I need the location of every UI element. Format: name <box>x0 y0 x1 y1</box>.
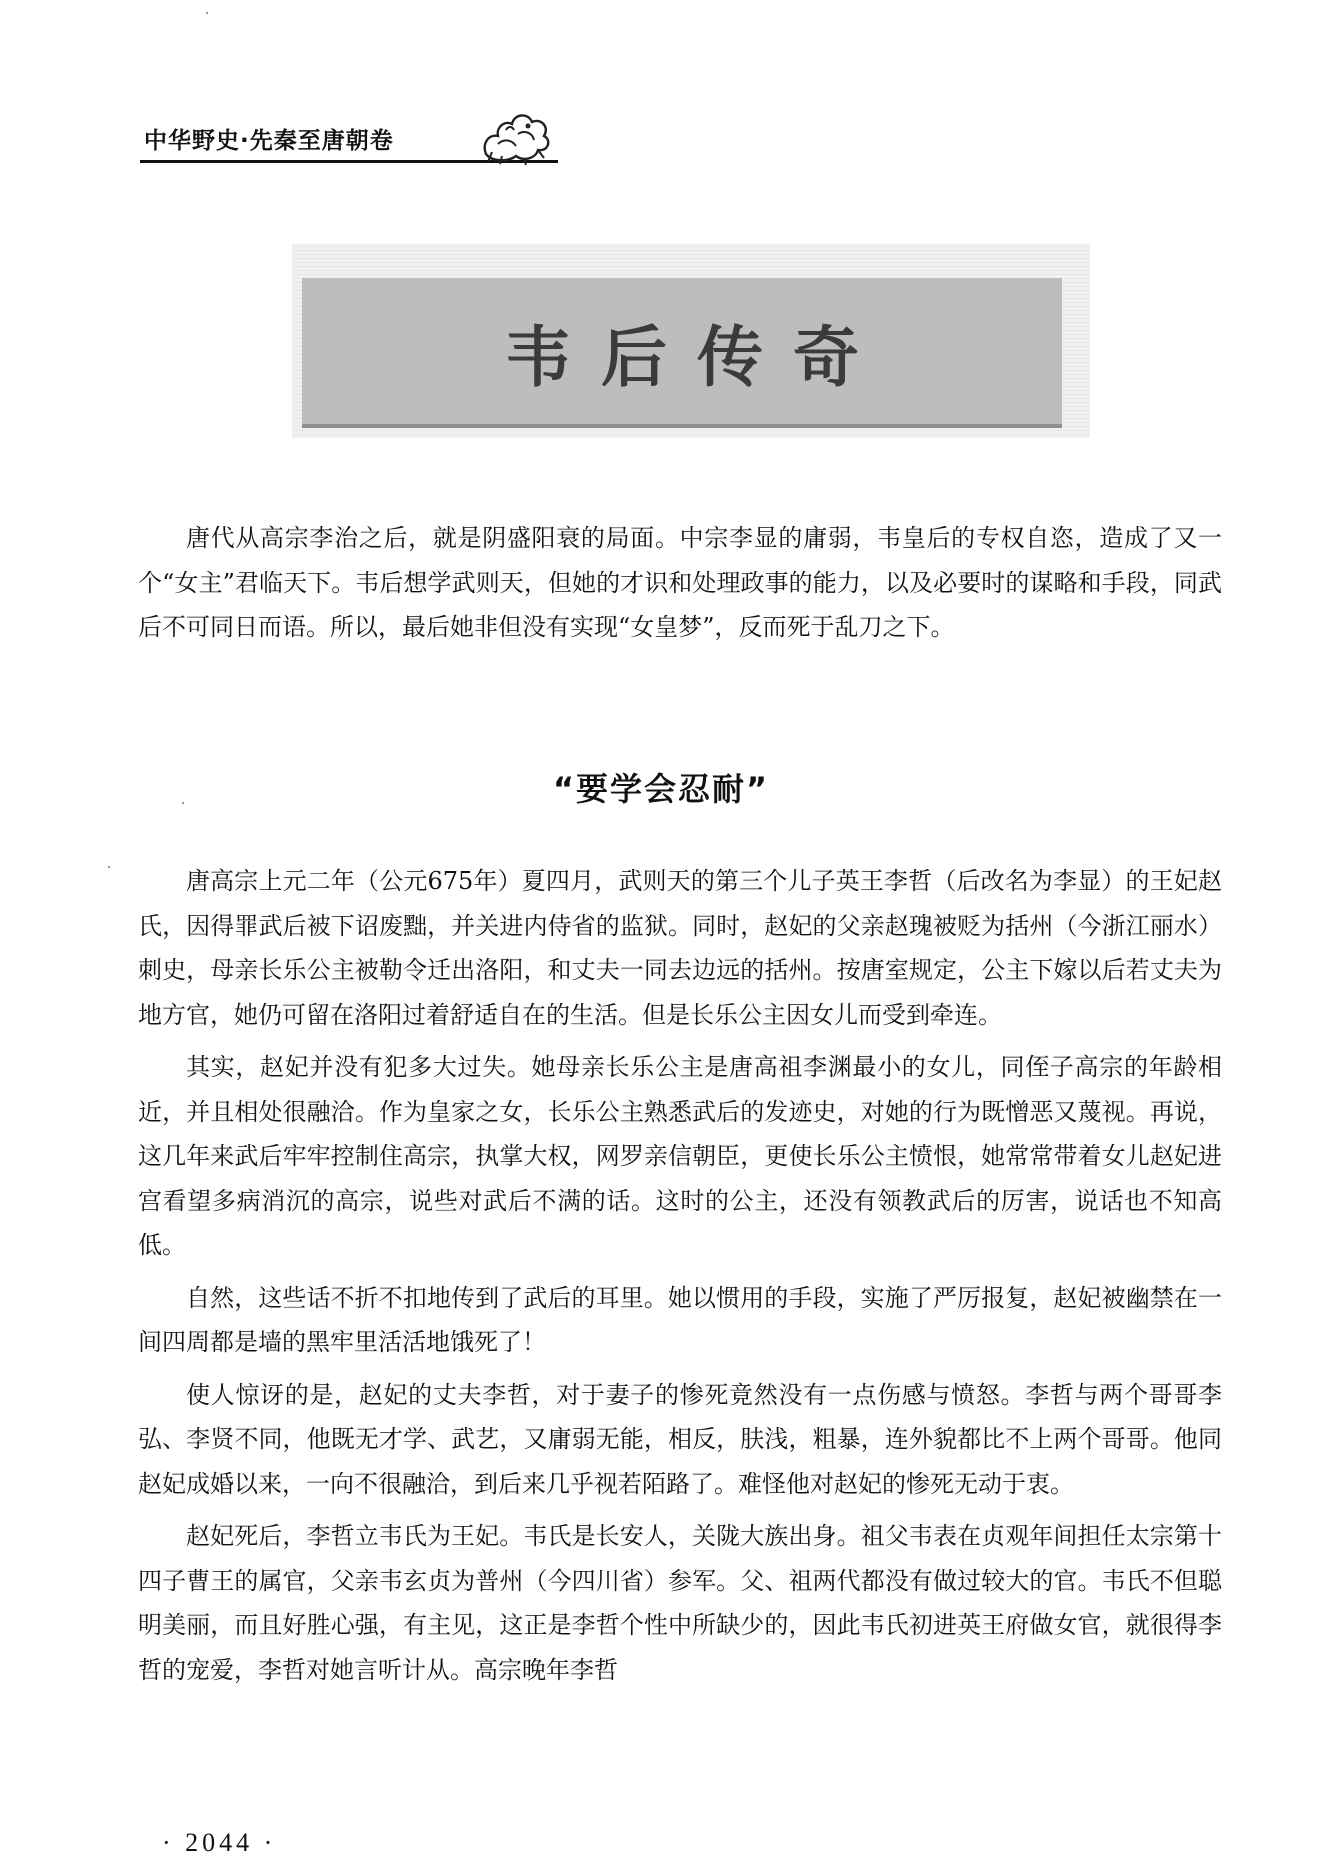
page-number: · 2044 · <box>162 1828 277 1857</box>
intro-paragraph: 唐代从高宗李治之后，就是阴盛阳衰的局面。中宗李显的庸弱，韦皇后的专权自恣，造成了又一个“女主”君临天下。韦后想学武则天，但她的才识和处理政事的能力，以及必要时的谋略和手段，同武后不可同日而语。所以，最后她非但没有实现“女皇梦”，反而死于乱刀之下。 <box>138 524 1222 641</box>
body-paragraph: 使人惊讶的是，赵妃的丈夫李哲，对于妻子的惨死竟然没有一点伤感与愤怒。李哲与两个哥哥李弘、李贤不同，他既无才学、武艺，又庸弱无能，相反，肤浅，粗暴，连外貌都比不上两个哥哥。他同赵妃成婚以来，一向不很融洽，到后来几乎视若陌路了。难怪他对赵妃的惨死无动于衷。 <box>138 1380 1222 1498</box>
body-paragraph: 其实，赵妃并没有犯多大过失。她母亲长乐公主是唐高祖李渊最小的女儿，同侄子高宗的年龄相近，并且相处很融洽。作为皇家之女，长乐公主熟悉武后的发迹史，对她的行为既憎恶又蔑视。再说，这几年来武后牢牢控制住高宗，执掌大权，网罗亲信朝臣，更使长乐公主愤恨，她常常带着女儿赵妃进宫看望多病消沉的高宗，说些对武后不满的话。这时的公主，还没有领教武后的厉害，说话也不知高低。 <box>138 1053 1222 1259</box>
section-heading: “要学会忍耐” <box>552 770 770 808</box>
running-header-text: 中华野史·先秦至唐朝卷 <box>144 128 394 154</box>
body-paragraph: 唐高宗上元二年（公元675年）夏四月，武则天的第三个儿子英王李哲（后改名为李显）的王妃赵氏，因得罪武后被下诏废黜，并关进内侍省的监狱。同时，赵妃的父亲赵瑰被贬为括州（今浙江丽水）刺史，母亲长乐公主被勒令迁出洛阳，和丈夫一同去边远的括州。按唐室规定，公主下嫁以后若丈夫为地方官，她仍可留在洛阳过着舒适自在的生活。但是长乐公主因女儿而受到牵连。 <box>138 867 1222 1029</box>
scan-speck <box>108 866 110 868</box>
scan-speck <box>182 802 184 804</box>
dragon-ornament-icon <box>478 104 554 166</box>
body-paragraph: 赵妃死后，李哲立韦氏为王妃。韦氏是长安人，关陇大族出身。祖父韦表在贞观年间担任太宗第十四子曹王的属官，父亲韦玄贞为普州（今四川省）参军。父、祖两代都没有做过较大的官。韦氏不但聪明美丽，而且好胜心强，有主见，这正是李哲个性中所缺少的，因此韦氏初进英王府做女官，就很得李哲的宠爱，李哲对她言听计从。高宗晚年李哲 <box>138 1522 1222 1684</box>
scan-speck <box>206 12 208 14</box>
body-paragraph: 自然，这些话不折不扣地传到了武后的耳里。她以惯用的手段，实施了严厉报复，赵妃被幽禁在一间四周都是墙的黑牢里活活地饿死了！ <box>138 1283 1222 1356</box>
body-text <box>138 859 1222 1700</box>
chapter-title: 韦后传奇 <box>505 318 889 396</box>
title-banner <box>302 278 1062 428</box>
